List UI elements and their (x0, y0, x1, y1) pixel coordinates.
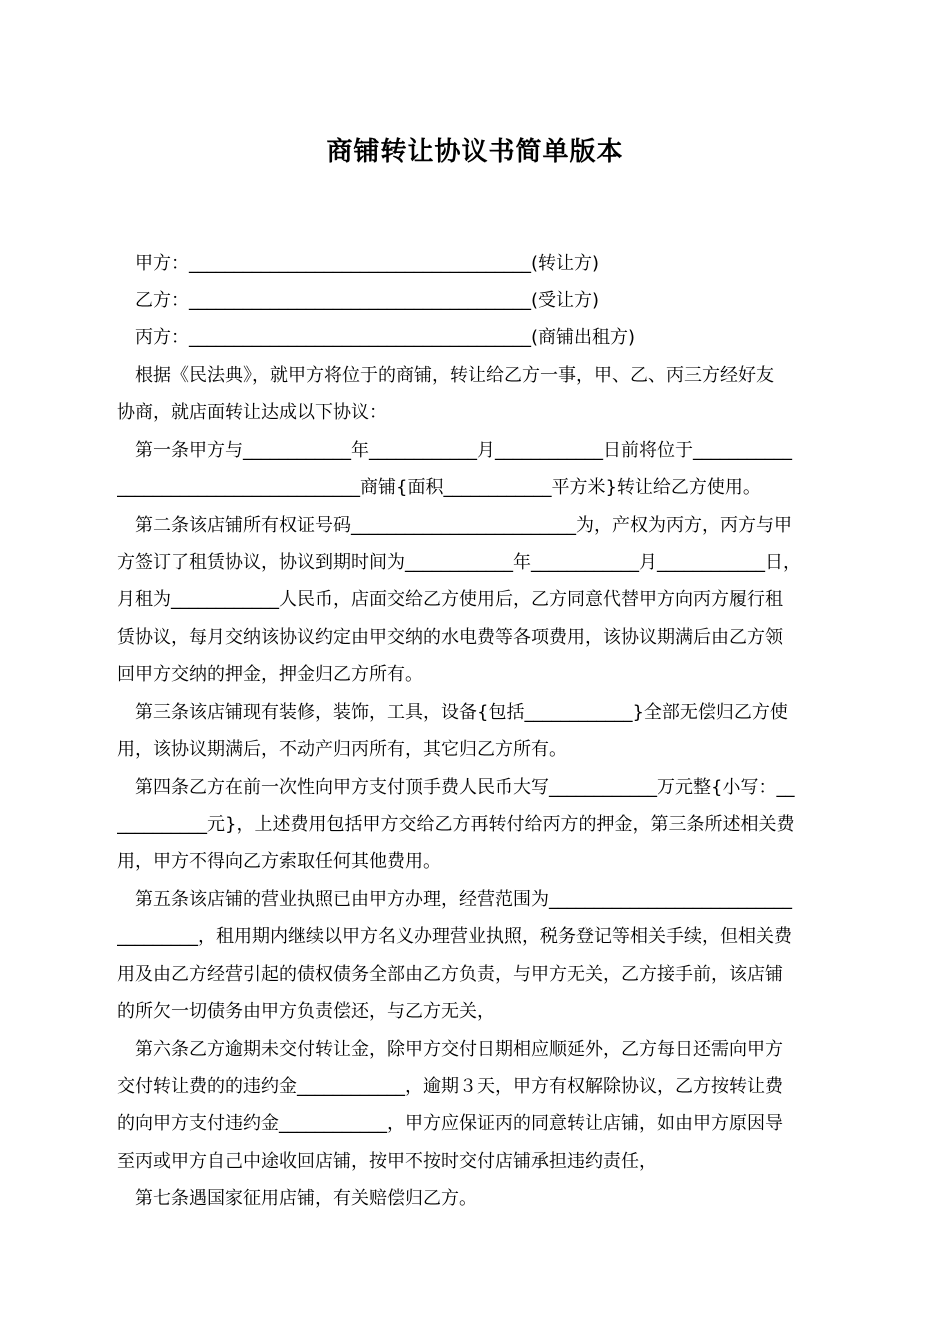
clause-5-line: 的所欠一切债务由甲方负责偿还，与乙方无关， (117, 1001, 495, 1022)
clause-6-line: 第六条乙方逾期未交付转让金，除甲方交付日期相应顺延外，乙方每日还需向甲方 (135, 1039, 783, 1060)
clause-3-line: 用，该协议期满后，不动产归丙所有，其它归乙方所有。 (117, 739, 567, 760)
party-b-line: 乙方：______________________________________(受让方) (135, 290, 600, 311)
clause-4-line: __________元}，上述费用包括甲方交给乙方再转付给丙方的押金，第三条所述相关费 (117, 814, 795, 835)
clause-2-line: 赁协议，每月交纳该协议约定由甲交纳的水电费等各项费用，该协议期满后由乙方领 (117, 627, 783, 648)
clause-2-line: 月租为____________人民币，店面交给乙方使用后，乙方同意代替甲方向丙方履行租 (117, 589, 783, 610)
clause-5-line: 用及由乙方经营引起的债权债务全部由乙方负责，与甲方无关，乙方接手前，该店铺 (117, 964, 783, 985)
clause-4-line: 第四条乙方在前一次性向甲方支付顶手费人民币大写____________万元整{小写：__ (135, 777, 795, 798)
clause-5-line: _________，租用期内继续以甲方名义办理营业执照，税务登记等相关手续，但相关费 (117, 926, 792, 947)
clause-6-line: 交付转让费的的违约金____________，逾期３天，甲方有权解除协议，乙方按转让费 (117, 1076, 783, 1097)
page-title: 商铺转让协议书简单版本 (326, 137, 624, 167)
clause-3-line: 第三条该店铺现有装修，装饰，工具，设备{包括____________}全部无偿归乙方使 (135, 702, 788, 723)
clause-5-line: 第五条该店铺的营业执照已由甲方办理，经营范围为___________________________ (135, 889, 792, 910)
party-a-line: 甲方：______________________________________(转让方) (135, 253, 600, 274)
clause-7-line: 第七条遇国家征用店铺，有关赔偿归乙方。 (135, 1188, 477, 1209)
clause-1-line: ___________________________商铺{面积____________平方米}转让给乙方使用。 (117, 477, 761, 498)
clause-4-line: 用，甲方不得向乙方索取任何其他费用。 (117, 851, 441, 872)
clause-2-line: 回甲方交纳的押金，押金归乙方所有。 (117, 664, 423, 685)
paragraph-line: 根据《民法典》，就甲方将位于的商铺，转让给乙方一事，甲、乙、丙三方经好友 (135, 365, 774, 386)
paragraph-line: 协商，就店面转让达成以下协议： (117, 402, 387, 423)
clause-2-line: 第二条该店铺所有权证号码_________________________为，产权为丙方，丙方与甲 (135, 515, 792, 536)
clause-6-line: 至丙或甲方自己中途收回店铺，按甲不按时交付店铺承担违约责任， (117, 1151, 657, 1172)
party-c-line: 丙方：______________________________________(商铺出租方) (135, 327, 636, 348)
clause-1-line: 第一条甲方与____________年____________月____________日前将位于___________ (135, 440, 792, 461)
clause-6-line: 的向甲方支付违约金____________，甲方应保证丙的同意转让店铺，如由甲方原因导 (117, 1113, 783, 1134)
clause-2-line: 方签订了租赁协议，协议到期时间为____________年____________月____________日， (117, 552, 801, 573)
